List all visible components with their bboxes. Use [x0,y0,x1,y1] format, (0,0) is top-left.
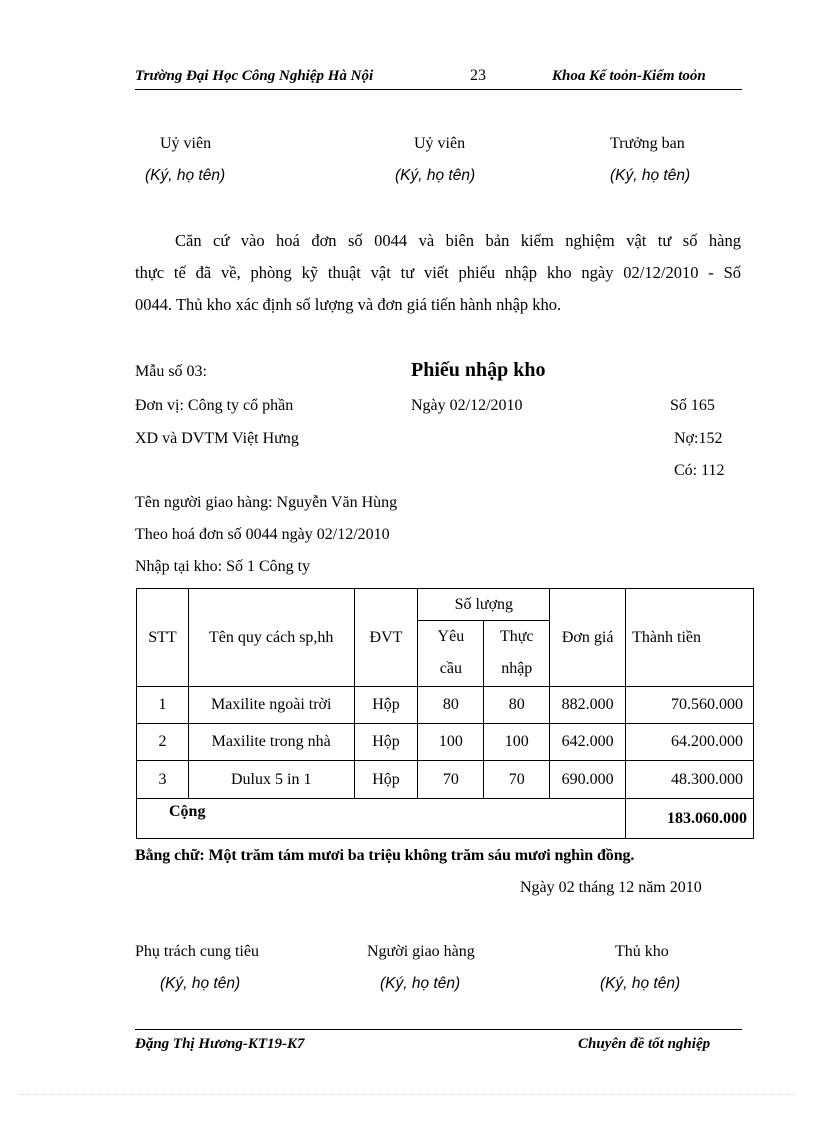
form-title: Phiếu nhập kho [411,359,546,381]
cell-requested: 70 [418,761,484,799]
table-row [137,724,754,761]
sign-date: Ngày 02 tháng 12 năm 2010 [520,879,702,896]
table-row [137,687,754,724]
page-edge-divider [20,1094,796,1095]
header-name: Tên quy cách sp,hh [188,589,354,687]
cell-price: 642.000 [550,724,626,761]
cell-requested: 100 [418,724,484,761]
cell-name: Maxilite ngoài trời [188,687,354,724]
amount-in-words: Bằng chữ: Một trăm tám mươi ba triệu không trăm sáu mươi nghìn đồng. [135,847,635,864]
header-faculty: Khoa Kế toỏn-Kiểm toỏn [552,68,706,84]
cell-stt: 1 [137,687,189,724]
receipt-table [136,588,754,839]
header-amount: Thành tiền [626,589,754,687]
total-amount: 183.060.000 [626,799,754,839]
cell-actual: 70 [484,761,550,799]
form-deliverer: Tên người giao hàng: Nguyễn Văn Hùng [135,494,398,511]
cell-name: Maxilite trong nhà [188,724,354,761]
form-invoice: Theo hoá đơn số 0044 ngày 02/12/2010 [135,526,390,543]
intro-line-2: thực tế đã về, phòng kỹ thuật vật tư viết phiếu nhập kho ngày 02/12/2010 - Số [135,263,741,282]
footer-rule [135,1029,742,1030]
committee-sign-note-3: (Ký, họ tên) [610,167,691,184]
header-stt: STT [137,589,189,687]
intro-line-1: Căn cứ vào hoá đơn số 0044 và biên bản kiểm nghiệm vật tư số hàng [175,231,741,250]
form-credit: Có: 112 [674,462,725,479]
form-warehouse: Nhập tại kho: Số 1 Công ty [135,558,311,575]
cell-amount: 64.200.000 [626,724,754,761]
header-requested-2: cầu [418,653,484,687]
cell-requested: 80 [418,687,484,724]
form-unit-line-2: XD và DVTM Việt Hưng [135,430,299,447]
cell-amount: 48.300.000 [626,761,754,799]
cell-actual: 80 [484,687,550,724]
signature-sign-note-2: (Ký, họ tên) [380,975,461,992]
header-price: Đơn giá [550,589,626,687]
cell-stt: 2 [137,724,189,761]
cell-price: 882.000 [550,687,626,724]
table-row [137,761,754,799]
cell-amount: 70.560.000 [626,687,754,724]
intro-paragraph [135,225,741,321]
page-number: 23 [470,67,486,84]
cell-stt: 3 [137,761,189,799]
intro-line-3: 0044. Thủ kho xác định số lượng và đơn giá tiến hành nhập kho. [135,295,562,314]
committee-role-2: Uỷ viên [414,135,466,152]
form-debit: Nợ:152 [674,430,723,447]
cell-name: Dulux 5 in 1 [188,761,354,799]
header-actual-1: Thực [484,621,550,653]
form-unit-line-1: Đơn vị: Công ty cổ phần [135,397,294,414]
header-rule [135,89,742,90]
committee-role-3: Trưởng ban [610,135,685,152]
committee-sign-note-1: (Ký, họ tên) [145,167,226,184]
form-template-no: Mẫu số 03: [135,363,207,380]
signature-sign-note-3: (Ký, họ tên) [600,975,681,992]
header-actual-2: nhập [484,653,550,687]
table-total-row [137,799,754,839]
total-label: Cộng [137,799,626,839]
cell-unit: Hộp [354,724,418,761]
table-header-row-1 [137,589,754,621]
form-number: Số 165 [670,397,715,414]
cell-actual: 100 [484,724,550,761]
committee-sign-note-2: (Ký, họ tên) [395,167,476,184]
footer-doc-type: Chuyên đề tốt nghiệp [578,1036,711,1052]
header-unit: ĐVT [354,589,418,687]
signature-role-2: Người giao hàng [367,943,475,960]
signature-role-3: Thủ kho [615,943,669,960]
header-school: Trường Đại Học Công Nghiệp Hà Nội [135,68,374,84]
cell-unit: Hộp [354,761,418,799]
form-date: Ngày 02/12/2010 [411,397,523,414]
header-requested-1: Yêu [418,621,484,653]
cell-price: 690.000 [550,761,626,799]
committee-role-1: Uỷ viên [160,135,212,152]
signature-sign-note-1: (Ký, họ tên) [160,975,241,992]
cell-unit: Hộp [354,687,418,724]
signature-role-1: Phụ trách cung tiêu [135,943,259,960]
header-quantity: Số lượng [418,589,550,621]
footer-author: Đặng Thị Hương-KT19-K7 [135,1036,305,1052]
